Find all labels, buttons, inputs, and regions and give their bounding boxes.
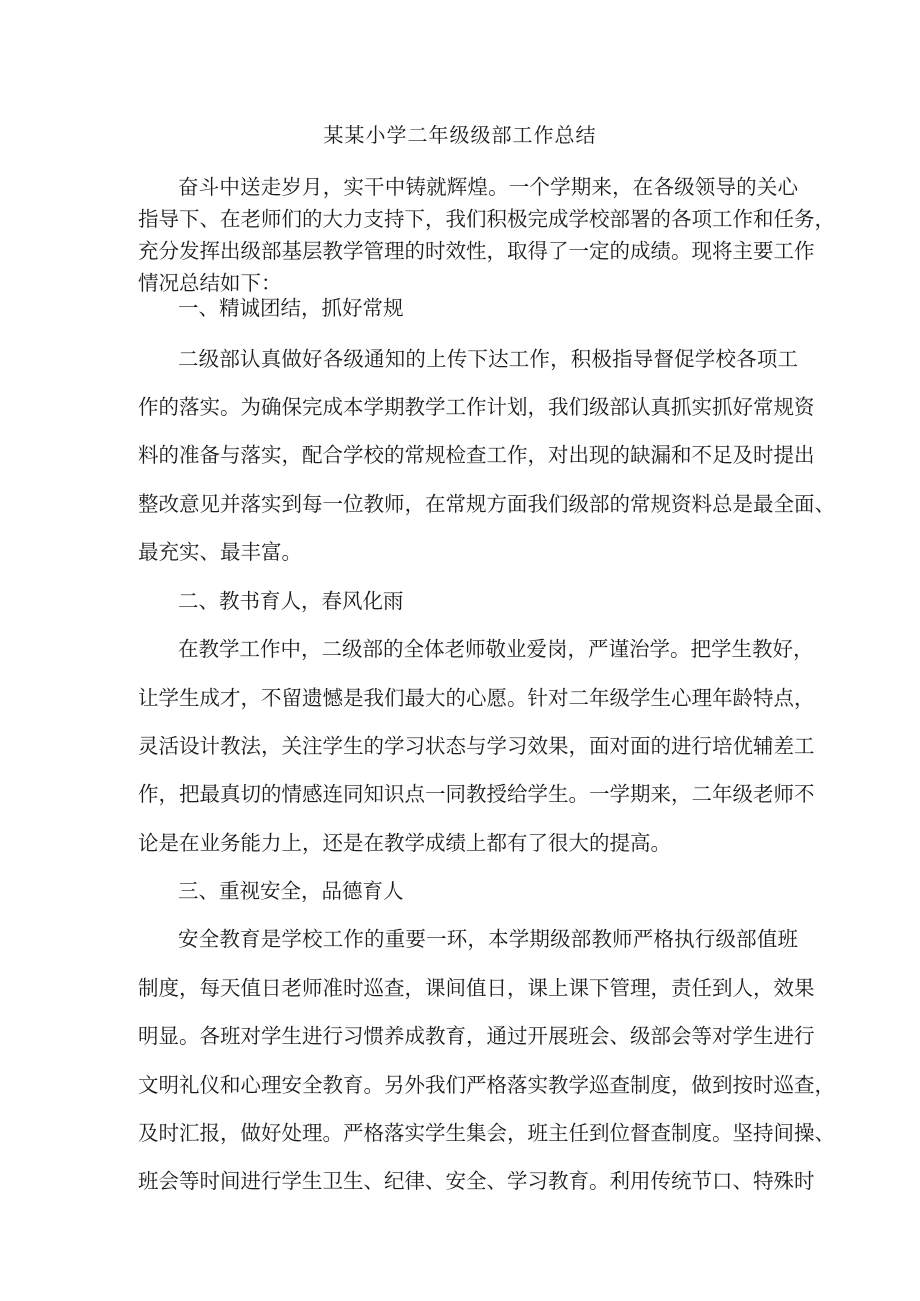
section-1-line: 二级部认真做好各级通知的上传下达工作，积极指导督促学校各项工 (178, 347, 798, 371)
section-1-line: 最充实、最丰富。 (138, 540, 302, 564)
section-heading-1: 一、精诚团结，抓好常规 (178, 296, 404, 320)
section-3-line: 安全教育是学校工作的重要一环，本学期级部教师严格执行级部值班 (178, 927, 798, 951)
section-2-line: 灵活设计教法，关注学生的学习状态与学习效果，面对面的进行培优辅差工 (138, 734, 815, 758)
section-2-line: 让学生成才，不留遗憾是我们最大的心愿。针对二年级学生心理年龄特点， (138, 686, 815, 710)
intro-line: 情况总结如下： (138, 271, 282, 295)
section-3-line: 文明礼仪和心理安全教育。另外我们严格落实教学巡查制度，做到按时巡查， (138, 1073, 835, 1097)
document-title: 某某小学二年级级部工作总结 (323, 123, 597, 147)
section-3-line: 明显。各班对学生进行习惯养成教育，通过开展班会、级部会等对学生进行 (138, 1024, 815, 1048)
section-1-line: 作的落实。为确保完成本学期教学工作计划，我们级部认真抓实抓好常规资 (138, 395, 815, 419)
intro-line: 充分发挥出级部基层教学管理的时效性，取得了一定的成绩。现将主要工作 (138, 239, 815, 263)
section-2-line: 作，把最真切的情感连同知识点一同教授给学生。一学期来，二年级老师不 (138, 782, 815, 806)
section-2-line: 在教学工作中，二级部的全体老师敬业爱岗，严谨治学。把学生教好， (178, 637, 814, 661)
intro-line: 奋斗中送走岁月，实干中铸就辉煌。一个学期来，在各级领导的关心 (178, 175, 798, 199)
section-3-line: 制度，每天值日老师准时巡查，课间值日，课上课下管理，责任到人，效果 (138, 976, 815, 1000)
section-1-line: 整改意见并落实到每一位教师，在常规方面我们级部的常规资料总是最全面、 (138, 492, 835, 516)
section-heading-3: 三、重视安全，品德育人 (178, 879, 404, 903)
section-2-line: 论是在业务能力上，还是在教学成绩上都有了很大的提高。 (138, 831, 671, 855)
section-1-line: 料的准备与落实，配合学校的常规检查工作，对出现的缺漏和不足及时提出 (138, 443, 815, 467)
section-heading-2: 二、教书育人，春风化雨 (178, 589, 404, 613)
section-3-line: 班会等时间进行学生卫生、纪律、安全、学习教育。利用传统节口、特殊时 (138, 1169, 815, 1193)
section-3-line: 及时汇报，做好处理。严格落实学生集会，班主任到位督查制度。坚持间操、 (138, 1121, 835, 1145)
intro-line: 指导下、在老师们的大力支持下，我们积极完成学校部署的各项工作和任务， (138, 207, 835, 231)
